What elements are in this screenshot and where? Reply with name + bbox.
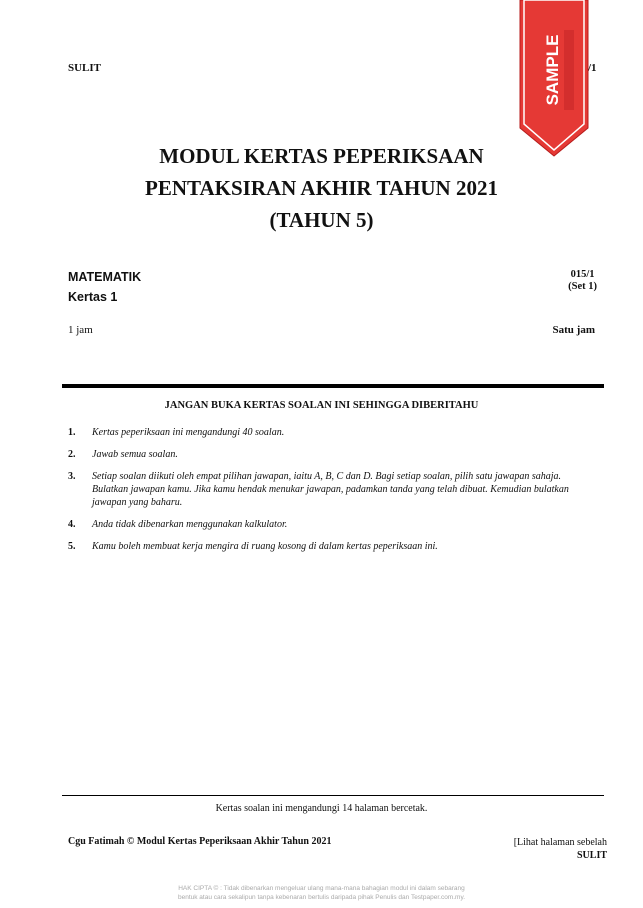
- copyright-line-2: bentuk atau cara sekalipun tanpa kebenaran bertulis daripada pihak Penulis dan Testpaper.com.my.: [177, 894, 466, 901]
- paper-label: Kertas 1: [68, 290, 118, 304]
- instruction-text: Kertas peperiksaan ini mengandungi 40 soalan.: [92, 427, 285, 438]
- instruction-number: 2.: [68, 449, 76, 460]
- page-count-note: Kertas soalan ini mengandungi 14 halaman bercetak.: [215, 803, 428, 814]
- footer-credit: Cgu Fatimah © Modul Kertas Peperiksaan Akhir Tahun 2021: [68, 836, 332, 847]
- copyright-notice: [0, 884, 643, 902]
- header-sulit: SULIT: [68, 62, 102, 74]
- instruction-item: [68, 426, 598, 439]
- instruction-item: [68, 518, 598, 531]
- sample-ribbon: [518, 0, 590, 158]
- instruction-item: [68, 448, 598, 461]
- footer-next-line: [Lihat halaman sebelah: [513, 837, 607, 848]
- header-code: /1: [588, 62, 597, 74]
- copyright-line-1: HAK CIPTA © : Tidak dibenarkan mengeluar ulang mana-mana bahagian modul ini dalam sebarang: [178, 885, 465, 892]
- instruction-number: 5.: [68, 541, 76, 552]
- instruction-number: 4.: [68, 519, 76, 530]
- divider-thin: [62, 795, 604, 796]
- instruction-text: Setiap soalan diikuti oleh empat pilihan jawapan, iaitu A, B, C dan D. Bagi setiap soalan, pilih satu jawapan sahaja. Bulatkan jawapan kamu. Jika kamu hendak menukar jawapan, padamkan tanda yang telah dibuat. Kemudian bulatkan jawapan yang baharu.: [92, 471, 569, 508]
- divider-thick: [62, 384, 604, 388]
- footer-next-page: [514, 836, 607, 862]
- sample-ribbon-text: SAMPLE: [543, 34, 562, 106]
- warning-text: JANGAN BUKA KERTAS SOALAN INI SEHINGGA DIBERITAHU: [164, 400, 479, 411]
- duration-left: 1 jam: [68, 324, 93, 336]
- paper-code-number: 015/1: [570, 269, 595, 280]
- instruction-text: Jawab semua soalan.: [92, 449, 178, 460]
- instruction-number: 1.: [68, 427, 76, 438]
- subject-label: MATEMATIK: [68, 270, 142, 284]
- title-line-1: MODUL KERTAS PEPERIKSAAN: [159, 144, 484, 168]
- duration-right: Satu jam: [552, 324, 595, 336]
- paper-code: [568, 269, 597, 293]
- title-line-2: PENTAKSIRAN AKHIR TAHUN 2021: [145, 176, 498, 200]
- instruction-text: Anda tidak dibenarkan menggunakan kalkulator.: [92, 519, 288, 530]
- paper-code-set: (Set 1): [568, 281, 597, 292]
- instruction-number: 3.: [68, 471, 76, 482]
- instruction-item: [68, 540, 598, 553]
- instruction-text: Kamu boleh membuat kerja mengira di ruang kosong di dalam kertas peperiksaan ini.: [92, 541, 438, 552]
- instruction-item: [68, 470, 598, 509]
- footer-sulit: SULIT: [576, 850, 607, 861]
- title-line-3: (TAHUN 5): [269, 208, 374, 232]
